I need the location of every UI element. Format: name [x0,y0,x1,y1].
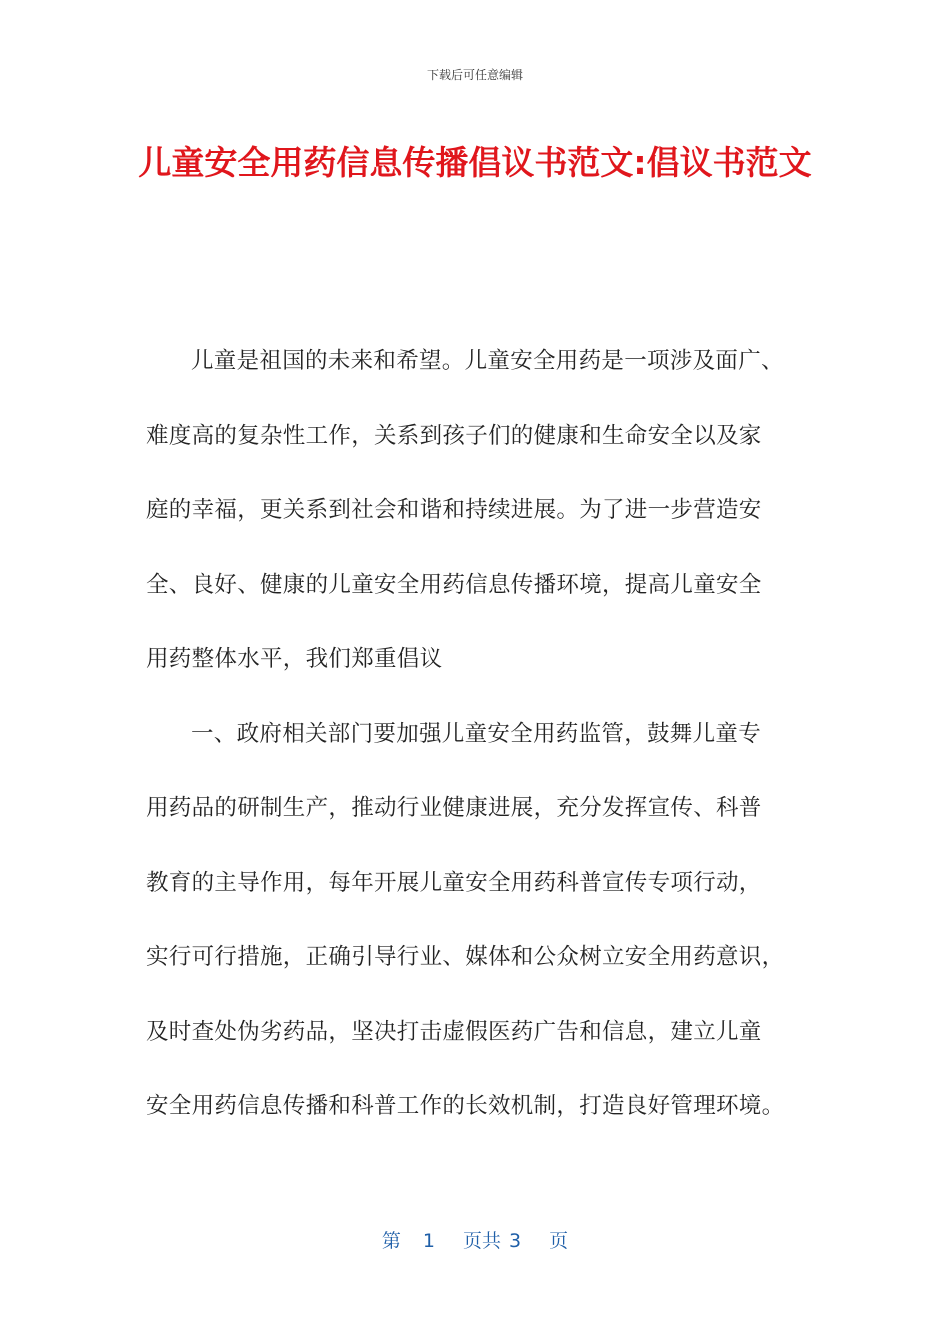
footer-middle: 页共 [462,1230,501,1252]
paragraph-line: 庭的幸福，更关系到社会和谐和持续进展。为了进一步营造安 [146,497,762,523]
paragraph-line: 难度高的复杂性工作，关系到孩子们的健康和生命安全以及家 [146,422,762,449]
paragraph-line: 一、政府相关部门要加强儿童安全用药监管，鼓舞儿童专 [191,720,762,747]
paragraph-proposal-1 [146,697,804,1144]
paragraph-line: 儿童是祖国的未来和希望。儿童安全用药是一项涉及面广、 [191,348,784,374]
document-body [146,324,804,1144]
paragraph-line: 实行可行措施，正确引导行业、媒体和公众树立安全用药意识， [146,944,785,970]
paragraph-line: 安全用药信息传播和科普工作的长效机制，打造良好管理环境。 [146,1093,785,1119]
paragraph-line: 用药品的研制生产，推动行业健康进展，充分发挥宣传、科普 [146,795,762,821]
footer-suffix: 页 [549,1230,569,1252]
paragraph-line: 教育的主导作用，每年开展儿童安全用药科普宣传专项行动， [146,869,762,896]
footer-page-number: 1 [422,1230,435,1252]
footer-prefix: 第 [381,1230,401,1252]
paragraph-line: 及时查处伪劣药品，坚决打击虚假医药广告和信息，建立儿童 [146,1018,762,1045]
header-note: 下载后可任意编辑 [426,68,523,82]
page-footer [0,1226,950,1253]
footer-total-pages: 3 [509,1230,522,1252]
paragraph-line: 用药整体水平，我们郑重倡议 [146,646,443,672]
paragraph-intro [146,324,804,697]
document-title: 儿童安全用药信息传播倡议书范文:倡议书范文 [138,143,812,182]
paragraph-line: 全、良好、健康的儿童安全用药信息传播环境，提高儿童安全 [146,571,762,598]
